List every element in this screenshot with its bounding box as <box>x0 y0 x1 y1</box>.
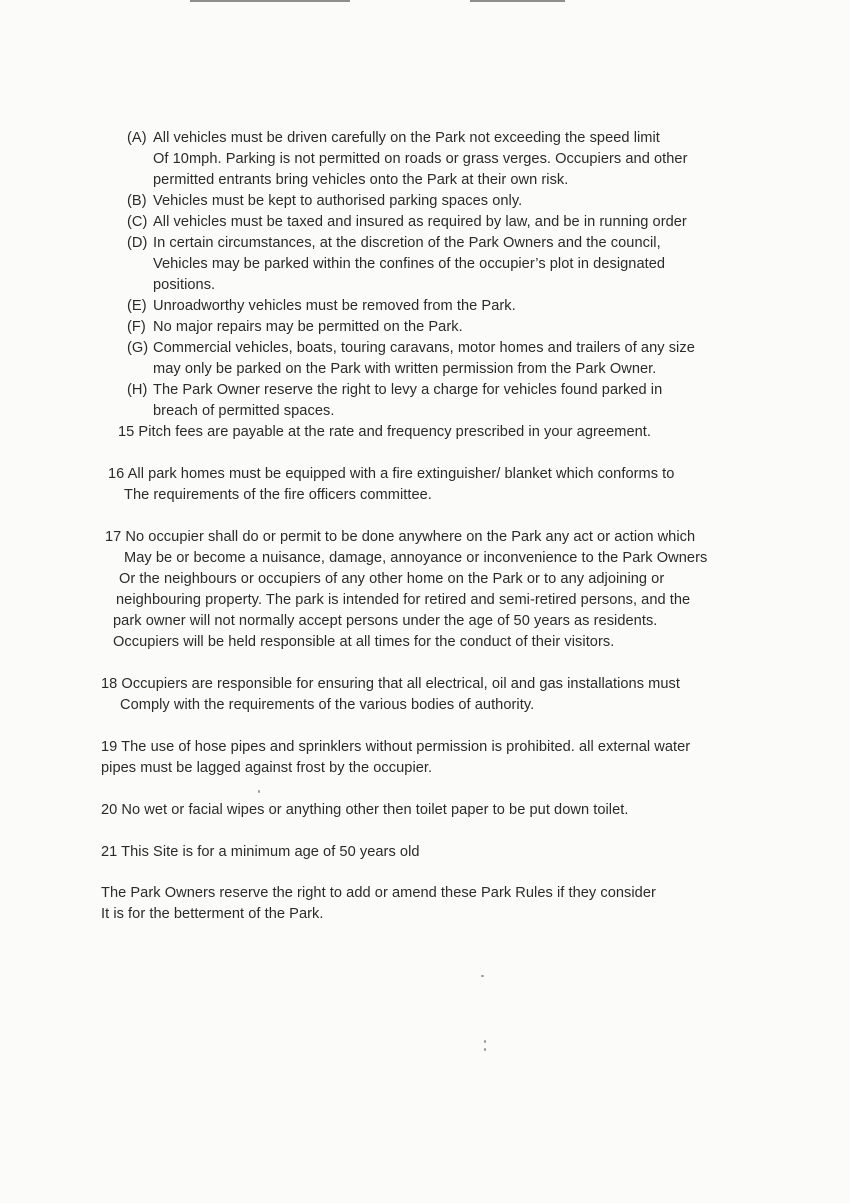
rule-19-line-1: 19 The use of hose pipes and sprinklers without permission is prohibited. all external water <box>101 739 691 755</box>
rule-a-marker: (A) <box>127 130 147 146</box>
rule-17-line-5: park owner will not normally accept persons under the age of 50 years as residents. <box>113 613 658 629</box>
rule-18-line-2: Comply with the requirements of the various bodies of authority. <box>120 697 535 713</box>
closing-line-1: The Park Owners reserve the right to add or amend these Park Rules if they consider <box>101 885 656 901</box>
rule-h-line-2: breach of permitted spaces. <box>153 403 335 419</box>
rule-a-line-1: All vehicles must be driven carefully on the Park not exceeding the speed limit <box>153 130 660 146</box>
scan-speck <box>258 790 260 793</box>
scan-speck <box>484 1040 486 1043</box>
scan-edge-mark <box>190 0 350 2</box>
rule-e-line-1: Unroadworthy vehicles must be removed from the Park. <box>153 298 516 314</box>
rule-20: 20 No wet or facial wipes or anything other then toilet paper to be put down toilet. <box>101 802 629 818</box>
rule-17-line-2: May be or become a nuisance, damage, annoyance or inconvenience to the Park Owners <box>124 550 708 566</box>
rule-a-line-2: Of 10mph. Parking is not permitted on roads or grass verges. Occupiers and other <box>153 151 688 167</box>
rule-19-line-2: pipes must be lagged against frost by the occupier. <box>101 760 433 776</box>
scan-speck <box>484 1048 486 1051</box>
rule-16-line-2: The requirements of the fire officers committee. <box>124 487 432 503</box>
rule-h-line-1: The Park Owner reserve the right to levy a charge for vehicles found parked in <box>153 382 663 398</box>
rule-18-line-1: 18 Occupiers are responsible for ensuring that all electrical, oil and gas installations must <box>101 676 680 692</box>
scan-edge-mark <box>470 0 565 2</box>
rule-c-marker: (C) <box>127 214 148 230</box>
rule-b-line-1: Vehicles must be kept to authorised parking spaces only. <box>153 193 523 209</box>
rule-d-line-3: positions. <box>153 277 216 293</box>
rule-21: 21 This Site is for a minimum age of 50 years old <box>101 844 420 860</box>
rule-16-line-1: 16 All park homes must be equipped with a fire extinguisher/ blanket which conforms to <box>108 466 675 482</box>
rule-g-marker: (G) <box>127 340 149 356</box>
rule-g-line-2: may only be parked on the Park with written permission from the Park Owner. <box>153 361 657 377</box>
rule-17-line-1: 17 No occupier shall do or permit to be done anywhere on the Park any act or action which <box>105 529 696 545</box>
rule-15: 15 Pitch fees are payable at the rate and frequency prescribed in your agreement. <box>118 424 651 440</box>
rule-f-line-1: No major repairs may be permitted on the Park. <box>153 319 463 335</box>
rule-d-line-1: In certain circumstances, at the discretion of the Park Owners and the council, <box>153 235 661 251</box>
rule-a-line-3: permitted entrants bring vehicles onto the Park at their own risk. <box>153 172 569 188</box>
rule-e-marker: (E) <box>127 298 147 314</box>
rule-d-line-2: Vehicles may be parked within the confines of the occupier’s plot in designated <box>153 256 666 272</box>
rule-f-marker: (F) <box>127 319 146 335</box>
rule-17-line-4: neighbouring property. The park is intended for retired and semi-retired persons, and the <box>116 592 691 608</box>
closing-line-2: It is for the betterment of the Park. <box>101 906 324 922</box>
rule-g-line-1: Commercial vehicles, boats, touring caravans, motor homes and trailers of any size <box>153 340 695 356</box>
rule-b-marker: (B) <box>127 193 147 209</box>
rule-c-line-1: All vehicles must be taxed and insured as required by law, and be in running order <box>153 214 687 230</box>
scan-speck <box>481 975 484 977</box>
rule-h-marker: (H) <box>127 382 148 398</box>
rule-17-line-6: Occupiers will be held responsible at all times for the conduct of their visitors. <box>113 634 615 650</box>
rule-17-line-3: Or the neighbours or occupiers of any other home on the Park or to any adjoining or <box>119 571 665 587</box>
rule-d-marker: (D) <box>127 235 148 251</box>
